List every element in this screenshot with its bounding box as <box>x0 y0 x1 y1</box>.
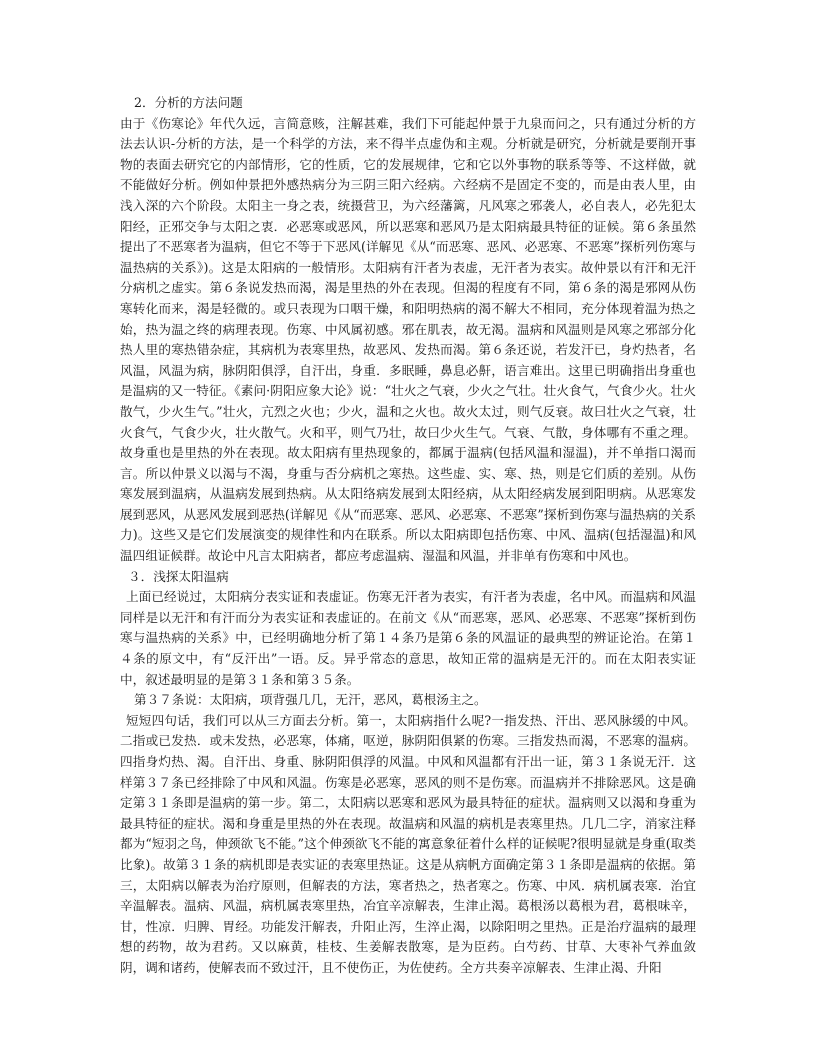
section-3-paragraph-3: 短短四句话，我们可以从三方面去分析。第一，太阳病指什么呢?一指发热、汗出、恶风脉缓的中风。二指或已发热．或未发热，必恶寒，体痛，呕逆，脉阴阳俱紧的伤寒。三指发热而渴，不恶寒的温病。四指身灼热、渴。自汗出、身重、脉阴阳俱浮的风温。中风和风温都有汗出一证，第３１条说无汗．这样第３７条已经排除了中风和风温。伤寒是必恶寒，恶风的则不是伤寒。而温病并不排除恶风。这是确定第３１条即是温病的第一步。第二，太阳病以恶寒和恶风为最具特征的症状。温病则又以渴和身重为最具特征的症状。渴和身重是里热的外在表现。故温病和风温的病机是表寒里热。几几二字，消家注释都为“短羽之鸟，伸颈欲飞不能。”这个伸颈欲飞不能的寓意象征着什么样的证候呢?很明显就是身重(取类比象)。故第３１条的病机即是表实证的表寒里热证。这是从病帆方面确定第３１条即是温病的依据。第三，太阳病以解表为治疗原则，但解表的方法，寒者热之，热者寒之。伤寒、中风．病机属表寒．治宜辛温解表。温病、风温，病机属表寒里热，冶宜辛凉解表，生津止渴。葛根汤以葛根为君，葛根味辛，甘，性凉．归脾、胃经。功能发汗解表，升阳止泻，生淬止渴，以除阳明之里热。正是治疗温病的最理想的药物，故为君药。又以麻黄，桂枝、生姜解表散寒，是为臣药。白芍药、甘草、大枣补气养血敛阴，调和诸药，使解表而不致过汗，且不使伤正，为佐使药。全方共奏辛凉解表、生津止渴、升阳 <box>120 712 696 975</box>
section-3-paragraph-1: 上面已经说过，太阳病分表实证和表虚证。伤寒无汗者为表实，有汗者为表虚，名中风。而温病和风温同样是以无汗和有汗而分为表实证和表虚证的。在前文《从“而恶寒，恶风、必恶寒、不恶寒”探析到伤寒与温热病的关系》中，已经明确地分析了第１４条乃是第６条的风温证的最典型的辨证论治。在第１４条的原文中，有“反汗出”一语。反。异乎常态的意思，故知正常的温病是无汗的。而在太阳表实证中，叙述最明显的是第３１条和第３５条。 <box>120 589 696 687</box>
section-2-body: 由于《伤寒论》年代久远，言简意赅，注解甚难，我们下可能起仲景于九泉而问之，只有通过分析的方法去认识-分析的方法，是一个科学的方法，来不得半点虚伪和主观。分析就是研究，分析就是要削开事物的表面去研究它的内部情形，它的性质，它的发展规律，它和它以外事物的联系等等、不这样做，就不能做好分析。例如仲景把外感热病分为三阴三阳六经病。六经病不是固定不变的，而是由表人里，由浅入深的六个阶段。太阳主一身之表，统摄营卫，为六经藩篱，凡风寒之邪袭人，必自表人，必先犯太阳经，正邪交争与太阳之衷．必恶寒或恶风，所以恶寒和恶风乃是太阳病最具特征的证候。第６条虽然提出了不恶寒者为温病，但它不等于下恶风(详解见《从“而恶寒、恶风、必恶寒、不恶寒”探析列伤寒与温热病的关系》)。这是太阳病的一般情形。太阳病有汗者为表虚，无汗者为表实。故仲景以有汗和无汗分病机之虚实。第６条说发热而渴，渴是里热的外在表现。但渴的程度有不同，第６条的渴是邪网从伤寒转化而来，渴是轻微的。或只表现为口咽干燥，和阳明热病的渴不解大不相同，充分体现着温为热之始，热为温之终的病理表现。伤寒、中风属初感。邪在肌表，故无渴。温病和风温则是风寒之邪部分化热人里的寒热错杂症，其病机为表寒里热，故恶风、发热而渴。第６条还说，若发汗已，身灼热者，名风温，风温为病，脉阴阳俱浮，自汗出，身重．多眠睡，鼻息必鼾，语言难出。这里已明确指出身重也是温病的又一特征。《素问·阴阳应象大论》说：“壮火之气衰，少火之气壮。壮火食气，气食少火。壮火散气，少火生气。”壮火，亢烈之火也；少火，温和之火也。故火太过，则气反衰。故曰壮火之气衰，壮火食气，气食少火，壮火散气。火和平，则气乃壮，故曰少火生气。气衰、气散，身体哪有不重之理。故身重也是里热的外在表现。故太阳病有里热现象的，都属于温病(包括风温和湿温)，并不单指口渴而言。所以仲景义以渴与不渴，身重与否分病机之寒热。这些虚、实、寒、热，则是它们质的差别。从伤寒发展到温病，从温病发展到热病。从太阳络病发展到太阳经病，从太阳经病发展到阳明病。从恶寒发展到恶风，从恶风发展到恶热(详解见《从“而恶寒、恶风、必恶寒、不恶寒”探析到伤寒与温热病的关系力)。这些又是它们发展演变的规律性和内在联系。所以太阳病即包括伤寒、中风、温病(包括湿温)和风温四组证候群。故论中凡言太阳病者，都应考虑温病、湿温和风温，并非单有伤寒和中风也。 <box>120 115 696 564</box>
section-3-heading: ３．浅探太阳温病 <box>128 568 229 584</box>
section-3-article-37-quote: 第３７条说：太阳病，项背强几几，无汗，恶风，葛根汤主之。 <box>134 692 487 708</box>
section-2-heading: 2．分析的方法问题 <box>134 95 243 110</box>
document-page <box>120 93 696 979</box>
